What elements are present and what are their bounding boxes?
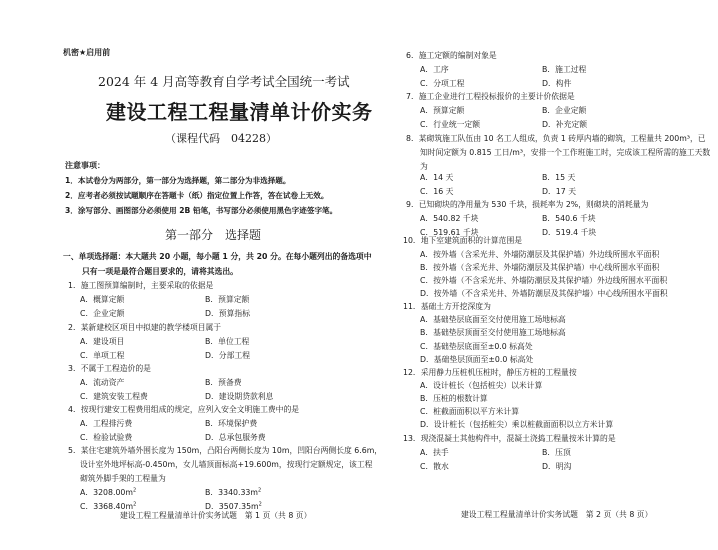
page-2-footer: 建设工程工程量清单计价实务试题 第 2 页（共 8 页）: [461, 510, 653, 519]
question-5-option-c: C．$3368.40m^2$: [80, 501, 137, 511]
question-6-stem: 6．施工定额的编制对象是: [406, 51, 497, 60]
note-1: 1．本试卷分为两部分，第一部分为选择题，第二部分为非选择题。: [65, 176, 291, 185]
exam-title: 2024 年 4 月高等教育自学考试全国统一考试: [98, 74, 350, 89]
question-10-stem: 10．地下室建筑面积的计算范围是: [403, 236, 523, 245]
question-10-option-d: D．按外墙（不含采光井、外墙防潮层及其保护墙）中心线所围水平面积: [420, 289, 668, 298]
question-12-option-d: D．设计桩长（包括桩尖）乘以桩截面面积以立方米计算: [420, 420, 614, 429]
question-7-option-d: D．补充定额: [542, 120, 587, 129]
question-6-option-c: C．分项工程: [420, 79, 465, 88]
page-1-footer: 建设工程工程量清单计价实务试题 第 1 页（共 8 页）: [120, 511, 312, 520]
question-11-option-c: C．基础垫层底面至±0.0 标高处: [420, 342, 533, 351]
note-2: 2．应考者必须按试题顺序在答题卡（纸）指定位置上作答，答在试卷上无效。: [65, 191, 329, 200]
question-4-option-c: C．检验试验费: [80, 433, 133, 442]
question-1-option-a: A．概算定额: [80, 295, 125, 304]
question-8-option-a: A．14 天: [420, 173, 454, 182]
question-12-stem: 12．采用静力压桩机压桩时，静压方桩的工程量按: [403, 368, 577, 377]
question-12-option-b: B．压桩的根数计算: [420, 394, 488, 403]
question-6-option-d: D．构件: [542, 79, 572, 88]
question-2-option-d: D．分部工程: [205, 351, 250, 360]
question-3-option-b: B．预备费: [205, 378, 242, 387]
question-13-stem: 13．现浇混凝土其他构件中，混凝土浇捣工程量按米计算的是: [403, 434, 616, 443]
question-10-option-c: C．按外墙（不含采光井、外墙防潮层及其保护墙）外边线所围水平面积: [420, 276, 668, 285]
question-10-option-a: A．按外墙（含采光井、外墙防潮层及其保护墙）外边线所围水平面积: [420, 250, 660, 259]
question-4-option-a: A．工程排污费: [80, 419, 133, 428]
question-11-option-a: A．基础垫层底面至交付使用施工场地标高: [420, 315, 566, 324]
question-1-option-b: B．预算定额: [205, 295, 250, 304]
subject-title: 建设工程工程量清单计价实务: [106, 100, 373, 124]
question-5-stem: 5．某住宅建筑外墙外围长度为 150m，凸阳台两侧长度为 10m，凹阳台两侧长度 6.6m，: [68, 446, 383, 455]
question-4-stem: 4．按现行建安工程费用组成的规定，应列入安全文明施工费中的是: [68, 405, 300, 414]
question-3-option-c: C．建筑安装工程费: [80, 392, 148, 401]
question-4-option-b: B．环境保护费: [205, 419, 258, 428]
question-1-option-d: D．预算指标: [205, 309, 250, 318]
question-13-option-c: C．散水: [420, 462, 449, 471]
question-11-option-d: D．基础垫层顶面至±0.0 标高处: [420, 355, 534, 364]
section-instruction: 一、单项选择题：本大题共 20 小题，每小题 1 分，共 20 分。在每小题列出的备选项中: [63, 252, 372, 261]
question-1-stem: 1．施工图预算编制时，主要采取的依据是: [68, 281, 214, 290]
question-6-option-b: B．施工过程: [542, 65, 587, 74]
question-5-stem-cont2: 砌筑外脚手架的工程量为: [80, 474, 166, 483]
note-3: 3．涂写部分、画图部分必须使用 2B 铅笔，书写部分必须使用黑色字迹签字笔。: [65, 206, 338, 215]
question-2-option-a: A．建设项目: [80, 337, 125, 346]
question-7-option-b: B．企业定额: [542, 106, 587, 115]
question-13-option-d: D．明沟: [542, 462, 572, 471]
question-8-option-d: D．17 天: [542, 187, 576, 196]
question-11-option-b: B．基础垫层顶面至交付使用施工场地标高: [420, 328, 566, 337]
question-2-stem: 2．某新建校区项目中拟建的教学楼项目属于: [68, 323, 222, 332]
question-9-option-b: B．540.6 千块: [542, 214, 596, 223]
notes-heading: 注意事项：: [65, 161, 105, 170]
question-8-option-b: B．15 天: [542, 173, 576, 182]
confidential-mark: 机密★启用前: [63, 48, 111, 57]
question-12-option-c: C．桩截面面积以平方米计算: [420, 407, 520, 416]
question-8-stem-cont: 知时间定额为 0.815 工日/m³，安排一个工作班施工时，完成该工程所需的施工天数: [420, 148, 711, 157]
question-3-option-a: A．流动资产: [80, 378, 125, 387]
question-13-option-a: A．扶手: [420, 448, 449, 457]
exam-page-2: [360, 0, 718, 550]
question-3-option-d: D．建设期贷款利息: [205, 392, 274, 401]
question-7-option-a: A．预算定额: [420, 106, 465, 115]
question-5-option-b: B．$3340.33m^2$: [205, 487, 262, 497]
question-6-option-a: A．工序: [420, 65, 449, 74]
question-3-stem: 3．不属于工程造价的是: [68, 364, 151, 373]
question-9-option-c: C．519.61 千块: [420, 228, 479, 237]
question-10-option-b: B．按外墙（含采光井、外墙防潮层及其保护墙）中心线所围水平面积: [420, 263, 660, 272]
question-9-option-a: A．540.82 千块: [420, 214, 479, 223]
question-8-option-c: C．16 天: [420, 187, 454, 196]
part-heading: 第一部分 选择题: [165, 228, 262, 242]
course-code: （课程代码 04228）: [165, 132, 277, 145]
question-5-stem-cont: 设计室外地坪标高-0.450m，女儿墙顶面标高+19.600m，按现行定额规定，该工程: [80, 460, 373, 469]
question-12-option-a: A．设计桩长（包括桩尖）以米计算: [420, 381, 543, 390]
question-2-option-b: B．单位工程: [205, 337, 250, 346]
section-instruction-cont: 只有一项是最符合题目要求的，请将其选出。: [82, 267, 238, 276]
question-8-stem: 8．某砌筑施工队伍由 10 名工人组成，负责 1 砖厚内墙的砌筑，工程量共 200m³，已: [406, 134, 706, 143]
question-11-stem: 11．基础土方开挖深度为: [403, 302, 491, 311]
question-4-option-d: D．总承包服务费: [205, 433, 266, 442]
question-2-option-c: C．单项工程: [80, 351, 125, 360]
question-9-stem: 9．已知砌块的净用量为 530 千块，损耗率为 2%，则砌块的消耗量为: [406, 200, 649, 209]
question-1-option-c: C．企业定额: [80, 309, 125, 318]
question-7-stem: 7．施工企业进行工程投标报价的主要计价依据是: [406, 92, 575, 101]
question-13-option-b: B．压顶: [542, 448, 571, 457]
question-5-option-d: D．$3507.35m^2$: [205, 501, 262, 511]
question-5-option-a: A．$3208.00m^2$: [80, 487, 137, 497]
question-7-option-c: C．行业统一定额: [420, 120, 481, 129]
question-9-option-d: D．519.4 千块: [542, 228, 597, 237]
question-8-stem-cont2: 为: [420, 162, 428, 171]
